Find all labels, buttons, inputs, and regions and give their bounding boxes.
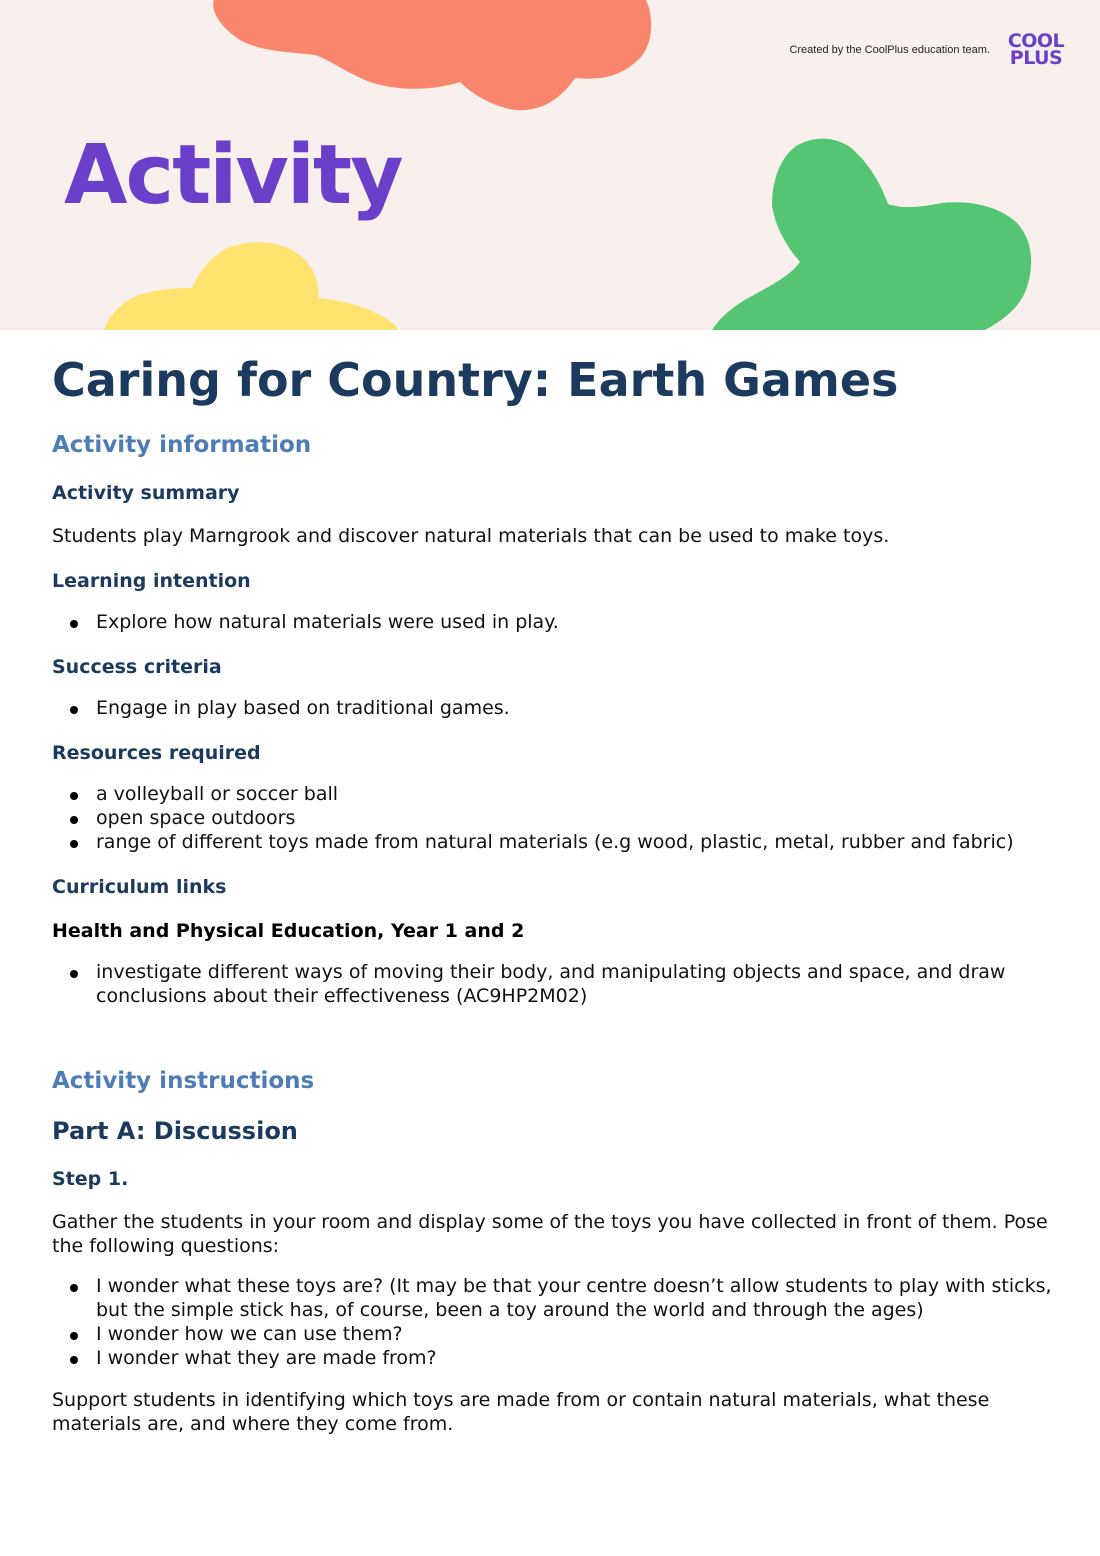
list-item: range of different toys made from natural materials (e.g wood, plastic, metal, rubber and fabric) (52, 830, 1052, 854)
part-a-heading: Part A: Discussion (52, 1117, 298, 1145)
learning-intention-heading: Learning intention (52, 570, 251, 592)
curriculum-links-heading: Curriculum links (52, 876, 227, 898)
step-1-heading: Step 1. (52, 1168, 129, 1190)
success-criteria-list (52, 696, 1052, 720)
green-blob (712, 139, 1031, 330)
list-item: investigate different ways of moving their body, and manipulating objects and space, and draw conclusions about their effectiveness (AC9HP2M02) (52, 960, 1052, 1008)
resources-required-heading: Resources required (52, 742, 261, 764)
success-criteria-heading: Success criteria (52, 656, 222, 678)
document-body (52, 340, 1052, 1436)
coolplus-logo (1004, 30, 1068, 69)
activity-summary-heading: Activity summary (52, 482, 240, 504)
logo-line-1: COOL (1007, 30, 1065, 52)
step-1-text: Gather the students in your room and display some of the toys you have collected in front of them. Pose the following questions: (52, 1211, 1048, 1257)
list-item: a volleyball or soccer ball (52, 782, 1052, 806)
list-item: I wonder what they are made from? (52, 1346, 1052, 1370)
step-1-questions-list (52, 1274, 1052, 1370)
coral-blob (213, 0, 651, 110)
header-banner (0, 0, 1100, 330)
resources-list (52, 782, 1052, 854)
support-text: Support students in identifying which toys are made from or contain natural materials, what these materials are, and where they come from. (52, 1389, 990, 1435)
yellow-blob (104, 242, 398, 330)
credit-text: Created by the CoolPlus education team. (789, 44, 990, 56)
list-item: Explore how natural materials were used in play. (52, 610, 1052, 634)
page-title: Caring for Country: Earth Games (52, 353, 899, 407)
logo-line-2: PLUS (1009, 47, 1063, 69)
curriculum-subheading: Health and Physical Education, Year 1 and 2 (52, 920, 525, 942)
list-item: open space outdoors (52, 806, 1052, 830)
curriculum-list (52, 960, 1052, 1008)
activity-summary-text: Students play Marngrook and discover natural materials that can be used to make toys. (52, 525, 890, 547)
list-item: Engage in play based on traditional games. (52, 696, 1052, 720)
learning-intention-list (52, 610, 1052, 634)
activity-information-heading: Activity information (52, 432, 312, 458)
activity-instructions-heading: Activity instructions (52, 1068, 315, 1094)
list-item: I wonder what these toys are? (It may be that your centre doesn’t allow students to play with sticks, but the simple stick has, of course, been a toy around the world and through the ages) (52, 1274, 1052, 1322)
list-item: I wonder how we can use them? (52, 1322, 1052, 1346)
banner-title: Activity (64, 128, 402, 223)
